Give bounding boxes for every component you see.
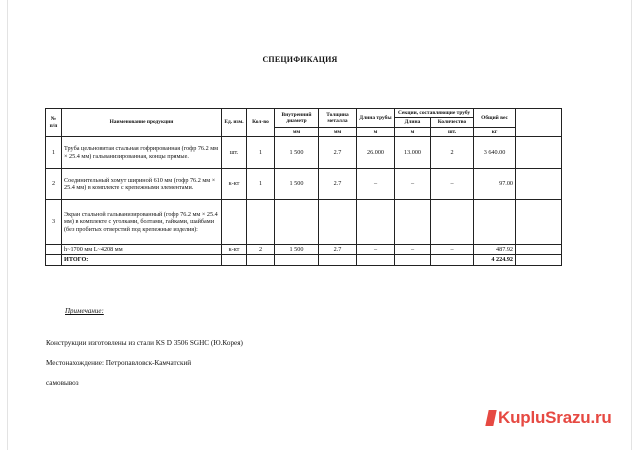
row-qty: 2: [247, 245, 275, 255]
empty-cell: [275, 200, 319, 245]
table-total-row: [46, 255, 598, 265]
row-unit: шт.: [222, 137, 247, 169]
unit-section-count: шт.: [431, 127, 474, 136]
row-length: –: [357, 245, 395, 255]
header-section-count: Количество: [431, 118, 474, 127]
table-row: [46, 137, 598, 169]
header-section-length: Длина: [395, 118, 431, 127]
watermark-logo-icon: [485, 410, 496, 426]
row-name: Экран стальной гальванизированный (гофр 76.2 мм × 25.4 мм) в комплекте с уголками, болтами, гайками, шайбами (без пробитых отверстий под крепежные изделия):: [62, 200, 222, 245]
row-num: 2: [46, 169, 62, 200]
header-unit: Ед. изм.: [222, 109, 247, 137]
empty-cell: [395, 200, 431, 245]
header-total-weight: Общий вес: [474, 109, 516, 128]
unit-section-length: м: [395, 127, 431, 136]
empty-cell: [222, 255, 247, 265]
note-line: Местонахождение: Петропавловск-Камчатский: [46, 359, 192, 367]
empty-cell: [516, 109, 562, 137]
empty-cell: [431, 200, 474, 245]
empty-cell: [46, 245, 62, 255]
row-weight: 3 640.00: [474, 137, 516, 169]
empty-cell: [247, 255, 275, 265]
header-sections: Секции, составляющие трубу: [395, 109, 474, 118]
row-diameter: 1 500: [275, 137, 319, 169]
row-num: 3: [46, 200, 62, 245]
table-row: [46, 169, 598, 200]
row-num: 1: [46, 137, 62, 169]
specification-table: [45, 108, 598, 266]
watermark: [487, 408, 612, 428]
row-name: Труба цельновитая стальная гофрированная (гофр 76.2 мм × 25.4 мм) гальванизированная, концы прямые.: [62, 137, 222, 169]
unit-thickness: мм: [319, 127, 357, 136]
empty-cell: [516, 255, 562, 265]
row-qty: 1: [247, 137, 275, 169]
table-row: [46, 200, 598, 245]
table-header-row: [46, 109, 598, 118]
row-weight: 487.92: [474, 245, 516, 255]
empty-cell: [357, 200, 395, 245]
empty-cell: [319, 255, 357, 265]
empty-cell: [319, 200, 357, 245]
unit-diameter: мм: [275, 127, 319, 136]
row-section-count: –: [431, 169, 474, 200]
empty-cell: [516, 245, 562, 255]
empty-cell: [275, 255, 319, 265]
header-thickness: Толщина металла: [319, 109, 357, 128]
total-value: 4 224.92: [474, 255, 516, 265]
empty-cell: [357, 255, 395, 265]
row-section-length: 13.000: [395, 137, 431, 169]
row-length: –: [357, 169, 395, 200]
header-num: № п/п: [46, 109, 62, 137]
row-diameter: 1 500: [275, 169, 319, 200]
header-inner-diameter: Внутренний диаметр: [275, 109, 319, 128]
watermark-text: KupluSrazu.ru: [498, 408, 612, 427]
unit-pipe-length: м: [357, 127, 395, 136]
row-section-count: 2: [431, 137, 474, 169]
empty-cell: [516, 137, 562, 169]
empty-cell: [222, 200, 247, 245]
total-label: ИТОГО:: [62, 255, 222, 265]
row-section-length: –: [395, 169, 431, 200]
page-edge: [7, 0, 8, 450]
row-unit: к-кт: [222, 245, 247, 255]
document-title: СПЕЦИФИКАЦИЯ: [262, 55, 338, 64]
row-thickness: 2.7: [319, 245, 357, 255]
row-name: Соединительный хомут шириной 610 мм (гофр 76.2 мм × 25.4 мм) в комплекте с крепежными элементами.: [62, 169, 222, 200]
header-qty: Кол-во: [247, 109, 275, 137]
table-row: [46, 245, 598, 255]
row-section-length: –: [395, 245, 431, 255]
row-thickness: 2.7: [319, 137, 357, 169]
row-diameter: 1 500: [275, 245, 319, 255]
row-weight: 97.00: [474, 169, 516, 200]
empty-cell: [247, 200, 275, 245]
empty-cell: [474, 200, 516, 245]
empty-cell: [516, 200, 562, 245]
header-name: Наименование продукции: [62, 109, 222, 137]
header-pipe-length: Длина трубы: [357, 109, 395, 128]
empty-cell: [46, 255, 62, 265]
row-section-count: –: [431, 245, 474, 255]
note-line: самовывоз: [46, 379, 79, 387]
empty-cell: [395, 255, 431, 265]
row-thickness: 2.7: [319, 169, 357, 200]
note-label: Примечание:: [65, 307, 104, 315]
row-length: 26.000: [357, 137, 395, 169]
empty-cell: [516, 169, 562, 200]
note-line: Конструкции изготовлены из стали KS D 3506 SGHC (Ю.Корея): [46, 339, 243, 347]
unit-total-weight: кг: [474, 127, 516, 136]
empty-cell: [431, 255, 474, 265]
row-sub-name: h~1700 мм L~4208 мм: [62, 245, 222, 255]
row-qty: 1: [247, 169, 275, 200]
row-unit: к-кт: [222, 169, 247, 200]
page-edge: [631, 0, 632, 450]
